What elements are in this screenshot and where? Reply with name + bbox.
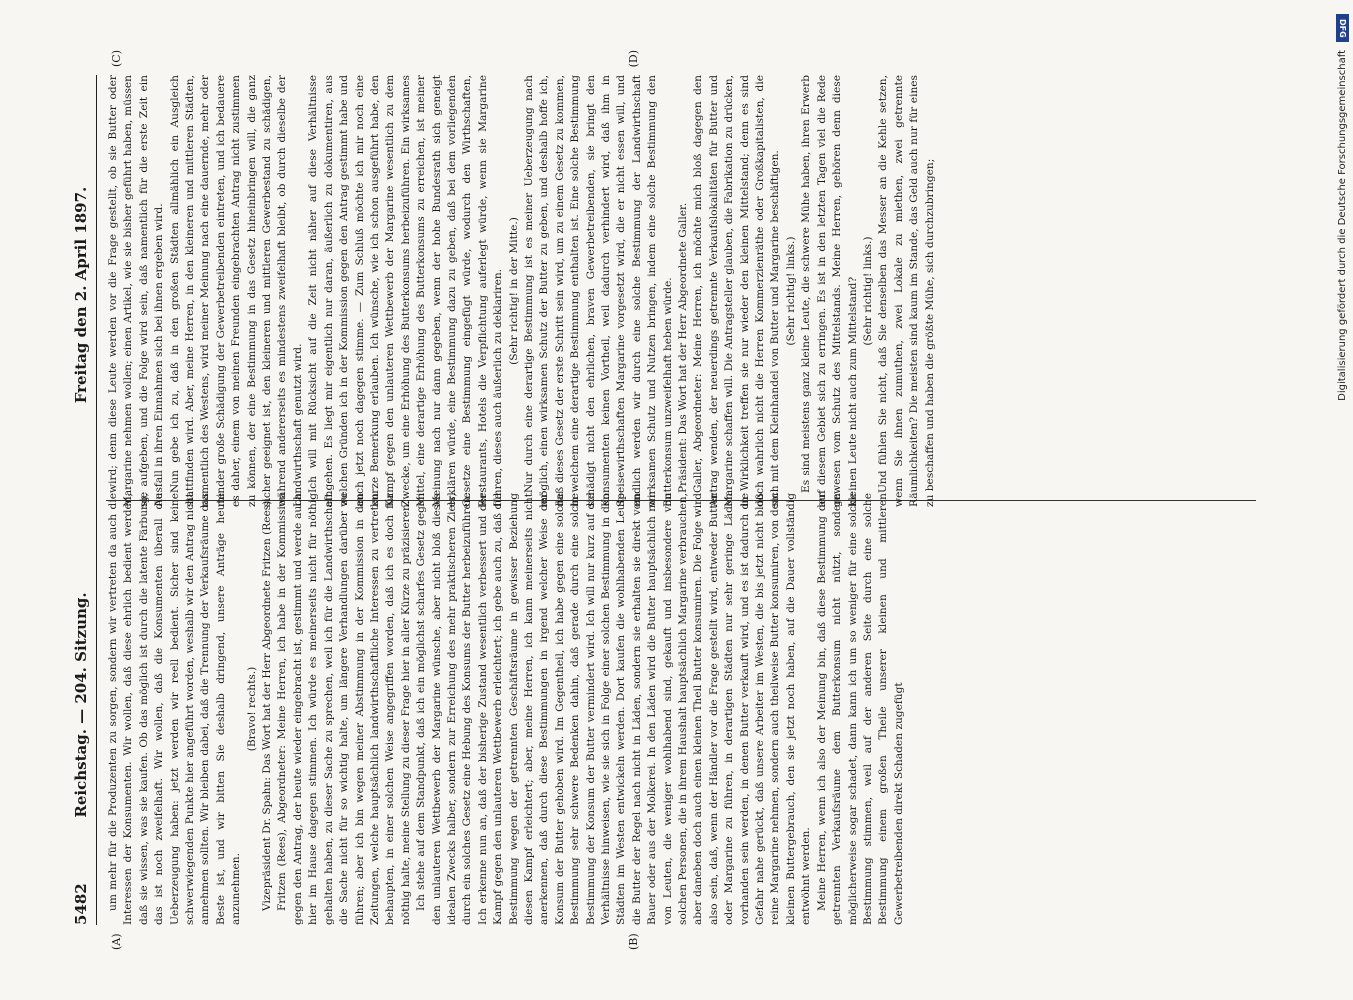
text-column-left [106,493,1256,925]
dfg-logo: DFG [1336,14,1349,42]
paragraph: Fritzen (Rees), Abgeordneter: Meine Herren, ich habe in der Kommission gegen den Antrag, der heute wieder eingebracht ist, gestimmt und werde auch hier im Hause dagegen stimmen. Ich würde es meinerseits nicht für nöthig gehalten haben, zu dieser Sache zu sprechen, weil ich für die Landwirthschaft die Sache nicht für so wichtig halte, um längere Verhandlungen darüber zu führen; aber ich bin wegen meiner Abstimmung in der Kommission in den Zeitungen, welche hauptsächlich landwirthschaftliche Interessen zu vertreten behaupten, in einer solchen Weise angegriffen worden, daß ich es doch für nöthig halte, meine Stellung zu dieser Frage hier in aller Kürze zu präzisieren. [275,493,412,925]
paragraph: Meine Herren, wenn ich also der Meinung bin, daß diese Bestimmung der getrennten Verkaufsräume dem Butterkonsum nicht nützt, sondern möglicherweise sogar schadet, dann kann ich um so weniger für eine solche Bestimmung stimmen, weil auf der anderen Seite durch eine solche Bestimmung einem großen Theile unserer kleinen und mittleren Gewerbetreibenden direkt Schaden zugefügt [815,493,905,925]
interjection: (Sehr richtig! in der Mitte.) [507,217,520,365]
funding-notice: Digitalisierung gefördert durch die Deutsche Forschungsgemeinschaft [1337,50,1348,401]
header-left-title: Reichstag. — 204. Sitzung. [71,592,90,818]
margin-marker-a: (A) [109,933,123,950]
header-rule [96,75,97,925]
paragraph: Nun gebe ich zu, daß in den großen Städten allmählich ein Ausgleich stattfinden wird. Aber, meine Herren, in den kleineren und mittleren Städten, namentlich des Westens, wird meiner Meinung nach eine dauernde, mehr oder minder große Schädigung der Gewerbetreibenden eintreten, und ich bedauere es daher, einem von meinen Freunden eingebrachten Antrag nicht zustimmen zu können, der eine Bestimmung in das Gesetz hineinbringen will, die ganz sicher geeignet ist, den kleineren und mittleren Gewerbestand zu schädigen, während andererseits es mindestens zweifelhaft bleibt, ob durch dieselbe der Landwirthschaft genutzt wird. [168,75,304,507]
interjection: (Bravo! rechts.) [245,666,258,752]
paragraph: Es sind meistens ganz kleine Leute, die schwere Mühe haben, ihren Erwerb auf diesem Gebiet sich zu erringen. Es ist in den letzten Tagen viel die Rede gewesen vom Schutz des Mittelstands. Meine Herren, gehören denn diese kleinen Leute nicht auch zum Mittelstand? [799,75,858,507]
paragraph: Präsident: Das Wort hat der Herr Abgeordnete Galler. [676,202,689,493]
scanned-page [52,30,1302,970]
paragraph: Und fühlen Sie nicht, daß Sie denselben das Messer an die Kehle setzen, wenn Sie ihnen zumuthen, zwei Lokale zu miethen, zwei getrennte Räumlichkeiten? Die meisten sind kaum im Stande, das Geld auch nur für eines zu beschaffen und haben die größte Mühe, sich durchzubringen; [876,75,936,507]
interjection: (Sehr richtig! links.) [784,236,797,346]
margin-marker-c: (C) [109,50,123,67]
text-column-right [106,75,1256,507]
margin-marker-b: (B) [626,933,640,950]
paragraph: um mehr für die Produzenten zu sorgen, sondern wir vertreten da auch die Interessen der Konsumenten. Wir wollen, daß diese ehrlich bedient werden, daß sie wissen, was sie kaufen. Ob das möglich ist durch die latente Färbung, das ist noch zweifelhaft. Wir wollen, daß die Konsumenten überall die Ueberzeugung haben: jetzt werden wir reell bedient. Sicher sind keine schwerwiegenden Punkte hier angeführt worden, weshalb wir den Antrag nicht annehmen sollten. Wir bleiben dabei, daß die Trennung der Verkaufsräume das Beste ist, und wir bitten Sie deshalb dringend, unsere Anträge heute anzunehmen. [106,493,242,925]
paragraph: wird; denn diese Leute werden vor die Frage gestellt, ob sie Butter oder Margarine nehmen wollen; einen Artikel, wie sie bisher geführt haben, müssen sie aufgeben, und die Folge wird sein, daß namentlich für die erste Zeit ein Ausfall in ihren Einnahmen sich bei ihnen ergeben wird. [106,75,165,507]
paragraph: Galler, Abgeordneter: Meine Herren, ich möchte mich bloß dagegen den Antrag wenden, der neuerdings getrennte Verkaufslokalitäten für Butter und Margarine schaffen will. Die Antragsteller glauben, die Fabrikation zu drücken, in Wirklichkeit treffen sie nur wieder den kleinen Mittelstand; denn es sind doch wahrlich nicht die Herren Kommerzienräthe oder Großkapitalisten, die sich mit dem Kleinhandel von Butter und Margarine beschäftigen. [691,75,781,507]
paragraph: Vizepräsident Dr. Spahn: Das Wort hat der Herr Abgeordnete Fritzen (Rees). [260,497,273,911]
header-right-title: Freitag den 2. April 1897. [71,186,90,404]
page-header [66,75,98,925]
paragraph: Ich will mit Rücksicht auf die Zeit nicht näher auf diese Verhältnisse eingehen. Es liegt mir eigentlich nur daran, äußerlich zu dokumentiren, aus welchen Gründen ich in der Kommission gegen den Antrag gestimmt habe und auch jetzt noch dagegen stimme. — Zum Schluß möchte ich mir noch eine kurze Bemerkung erlauben. Ich wünsche, wie ich schon ausgeführt habe, den Kampf gegen den unlauteren Wettbewerb der Margarine wesentlich zu dem Zwecke, um eine Erhöhung des Butterkonsums herbeizuführen. Ein wirksames Mittel, eine derartige Erhöhung des Butterkonsums zu erreichen, ist meiner Meinung nach nur dann gegeben, wenn der hohe Bundesrath sich geneigt erklären würde, eine Bestimmung dazu zu geben, daß bei dem vorliegenden Gesetze eine Bestimmung eingefügt würde, wodurch den Wirthschaften, Restaurants, Hotels die Verpflichtung auferlegt würde, wenn sie Margarine führen, dieses auch äußerlich zu deklariren. [306,75,504,507]
paragraph: Ich stehe auf dem Standpunkt, daß ich ein möglichst scharfes Gesetz gegen den unlauteren Wettbewerb der Margarine wünsche, aber nicht bloß dieses idealen Zwecks halber, sondern zur Erreichung des mehr praktischeren Ziels, durch ein solches Gesetz eine Hebung des Konsums der Butter herbeizuführen. Ich erkenne nun an, daß der bisherige Zustand wesentlich verbessert und der Kampf gegen den unlauteren Wettbewerb erleichtert; ich gebe auch zu, daß die Bestimmung wegen der getrennten Geschäftsräume in gewisser Beziehung diesen Kampf erleichtert; aber, meine Herren, ich kann meinerseits nicht anerkennen, daß durch diese Bestimmungen in irgend welcher Weise der Konsum der Butter gehoben wird. Im Gegentheil, ich habe gegen eine solche Bestimmung sehr schwere Bedenken dahin, daß gerade durch eine solche Bestimmung der Konsum der Butter vermindert wird. Ich will nur kurz auf die Verhältnisse hinweisen, wie sie sich in Folge einer solchen Bestimmung in den Städten im Westen entwickeln werden. Dort kaufen die wohlhabenden Leute die Butter der Regel nach nicht in Läden, sondern sie erhalten sie direkt vom Bauer oder aus der Molkerei. In den Läden wird die Butter hauptsächlich nur von Leuten, die weniger wohlhabend sind, gekauft und insbesondere von solchen Personen, die in ihrem Haushalt hauptsächlich Margarine verbrauchen, aber daneben doch auch einen kleinen Theil Butter konsumiren. Die Folge wird also sein, daß, wenn der Händler vor die Frage gestellt wird, entweder Butter oder Margarine zu führen, in derartigen Städten nur sehr geringe Läden vorhanden sein werden, in denen Butter verkauft wird, und es ist dadurch die Gefahr nahe gerückt, daß unsere Arbeiter im Westen, die bis jetzt nicht bloß reine Margarine nehmen, sondern auch theilweise Butter konsumiren, von dem kleinen Buttergebrauch, den sie jetzt noch haben, auf die Dauer vollständig entwöhnt werden. [414,493,812,925]
digitization-strip [1331,0,1351,1000]
interjection: (Sehr richtig! links.) [861,236,874,346]
page-number: 5482 [71,883,90,925]
paragraph: Nur durch eine derartige Bestimmung ist es meiner Ueberzeugung nach möglich, einen wirksamen Schutz der Butter zu geben, und deshalb hoffe ich, daß dieses Gesetz der erste Schritt sein wird, um zu einem Gesetz zu kommen, in welchem eine derartige Bestimmung enthalten ist. Eine solche Bestimmung schädigt nicht den ehrlichen, braven Gewerbetreibenden, sie bringt den Konsumenten keinen Vortheil, weil dadurch verhindert wird, daß ihm in Speisewirthschaften Margarine vorgesetzt wird, die er nicht essen will, und endlich werden wir durch eine solche Bestimmung der Landwirthschaft wirksamen Schutz und Nutzen bringen, indem eine solche Bestimmung den Butterkonsum unzweifelhaft heben würde. [522,75,674,507]
margin-marker-d: (D) [626,50,640,68]
